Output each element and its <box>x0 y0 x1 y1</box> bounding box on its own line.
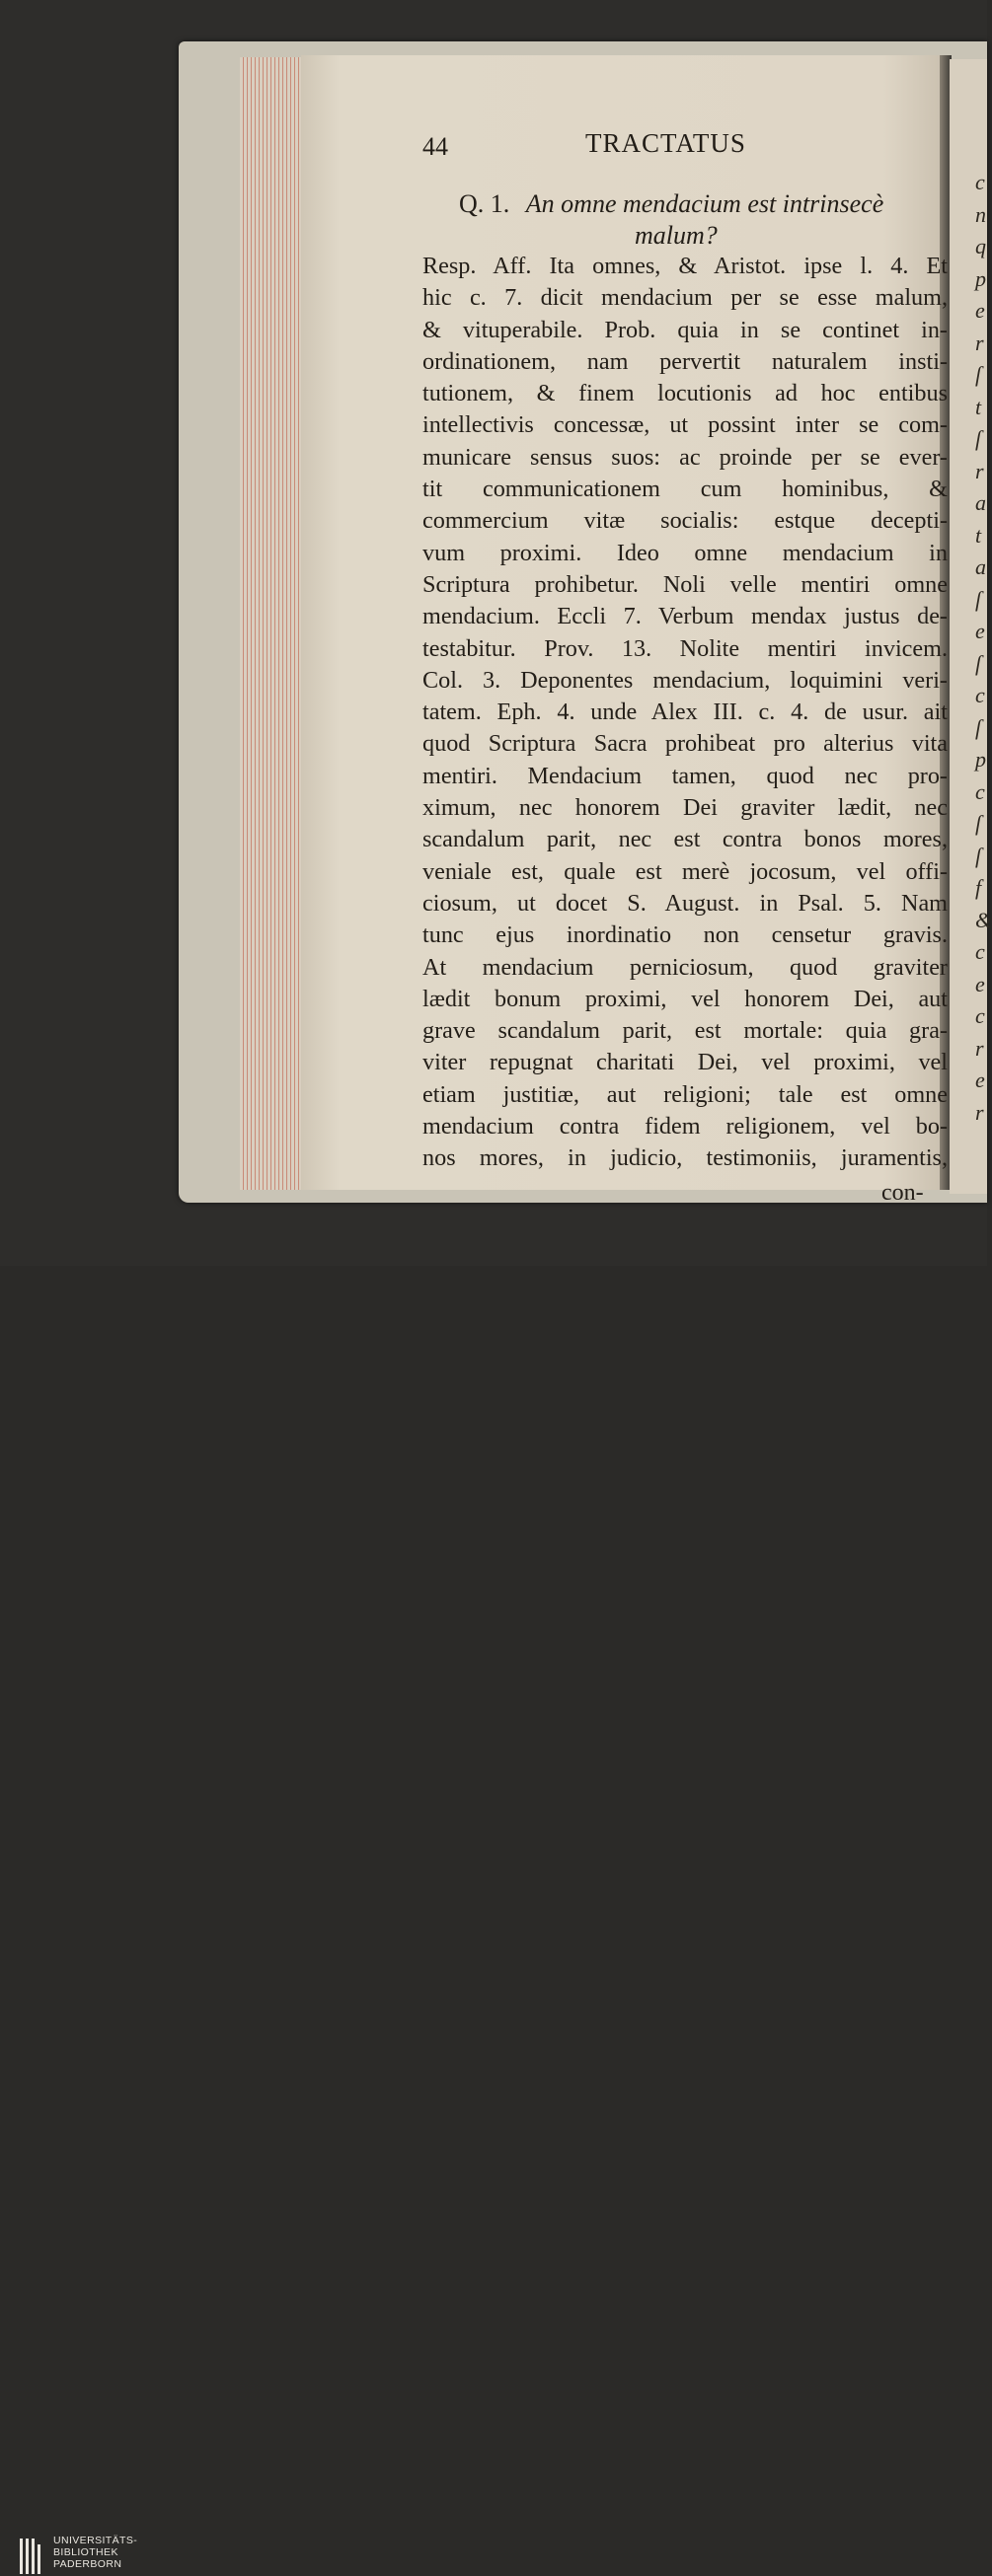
text-line: tunc ejus inordinatio non censetur gravis. <box>422 921 948 949</box>
facing-page-letter: e <box>975 1067 985 1092</box>
text-line: mentiri. Mendacium tamen, quod nec pro- <box>422 762 948 789</box>
text-line: testabitur. Prov. 13. Nolite mentiri invicem. <box>422 634 948 662</box>
facing-page-letter: e <box>975 619 985 643</box>
page-number: 44 <box>422 132 448 161</box>
facing-page-letter: t <box>975 522 982 548</box>
facing-page-letter: c <box>975 170 985 194</box>
text-line: scandalum parit, nec est contra bonos mores, <box>422 826 948 853</box>
footer-bar <box>0 1266 987 2570</box>
text-line: intellectivis concessæ, ut possint inter se com- <box>422 411 948 439</box>
scan-area <box>0 0 992 1266</box>
text-line: quod Scriptura Sacra prohibeat pro alterius vita <box>422 730 948 758</box>
text-line: commercium vitæ socialis: estque decepti- <box>422 507 948 535</box>
question-title-line-1: An omne mendacium est intrinsecè <box>525 189 884 218</box>
library-name-line-2: BIBLIOTHEK <box>53 2546 118 2558</box>
text-line: veniale est, quale est merè jocosum, vel offi- <box>422 857 948 885</box>
facing-page-letter: e <box>975 971 985 996</box>
question-label: Q. 1. <box>459 189 510 218</box>
text-line: municare sensus suos: ac proinde per se ever- <box>422 443 948 471</box>
text-line: tit communicationem cum hominibus, & <box>422 476 948 503</box>
facing-page-letter: c <box>975 1003 985 1028</box>
facing-page-letter: ſ <box>975 586 982 612</box>
text-line: Resp. Aff. Ita omnes, & Aristot. ipse l. 4. Et <box>422 253 948 279</box>
facing-page-letter: r <box>975 458 984 483</box>
text-line: mendacium. Eccli 7. Verbum mendax justus de- <box>422 603 948 630</box>
facing-page-letter: r <box>975 1035 984 1061</box>
facing-page-letter: p <box>975 747 986 772</box>
catchword: con- <box>881 1180 924 1206</box>
text-line: ximum, nec honorem Dei graviter lædit, nec <box>422 794 948 822</box>
facing-page-letter: a <box>975 490 986 515</box>
facing-page-letter: c <box>975 939 985 964</box>
facing-page-letter: r <box>975 1099 984 1125</box>
facing-page-letter: ſ <box>975 843 982 868</box>
question-heading <box>459 189 883 219</box>
text-line: hic c. 7. dicit mendacium per se esse malum, <box>422 284 948 312</box>
facing-page-letter: e <box>975 298 985 323</box>
text-line: At mendacium perniciosum, quod graviter <box>422 953 948 981</box>
text-line: Col. 3. Deponentes mendacium, loquimini veri- <box>422 666 948 694</box>
library-name <box>53 2535 137 2570</box>
body-text <box>422 251 948 1175</box>
library-name-line-3: PADERBORN <box>53 2558 122 2570</box>
facing-page-letter: ſ <box>975 426 982 451</box>
library-name-line-1: UNIVERSITÄTS- <box>53 2535 138 2546</box>
text-line: viter repugnat charitati Dei, vel proximi, vel <box>422 1049 948 1076</box>
facing-page-letter: a <box>975 554 986 579</box>
facing-page-letter: p <box>975 265 986 291</box>
text-line: ciosum, ut docet S. August. in Psal. 5. Nam <box>422 889 948 917</box>
text-line: etiam justitiæ, aut religioni; tale est omne <box>422 1080 948 1108</box>
facing-page-letter: n <box>975 201 986 227</box>
facing-page-letter: ſ <box>975 811 982 836</box>
facing-page-letter: f <box>975 875 982 900</box>
page-edges <box>240 57 305 1190</box>
facing-page-letter: t <box>975 394 982 419</box>
text-line: nos mores, in judicio, testimoniis, juramentis, <box>422 1144 948 1172</box>
facing-page-letter: & <box>975 907 992 932</box>
text-line: vum proximi. Ideo omne mendacium in <box>422 539 948 566</box>
facing-page-letter: r <box>975 330 984 355</box>
question-title-line-2: malum? <box>635 221 718 250</box>
facing-page-letter: c <box>975 683 985 707</box>
text-line: & vituperabile. Prob. quia in se continet in- <box>422 316 948 343</box>
facing-page-letter: ſ <box>975 650 982 676</box>
text-line: Scriptura prohibetur. Noli velle mentiri omne <box>422 570 948 598</box>
facing-page-letter: c <box>975 778 985 804</box>
facing-page-letter: ſ <box>975 362 982 387</box>
facing-page-letter: ſ <box>975 714 982 740</box>
text-line: lædit bonum proximi, vel honorem Dei, aut <box>422 985 948 1012</box>
facing-page-letter: q <box>975 234 986 258</box>
library-logo-icon <box>18 2537 45 2576</box>
text-line: mendacium contra fidem religionem, vel bo- <box>422 1113 948 1141</box>
running-title: TRACTATUS <box>585 128 746 158</box>
text-line: grave scandalum parit, est mortale: quia gra- <box>422 1017 948 1045</box>
text-line: tatem. Eph. 4. unde Alex III. c. 4. de usur. ait <box>422 699 948 726</box>
facing-page-fragment <box>950 59 992 1194</box>
text-line: tutionem, & finem locutionis ad hoc entibus <box>422 380 948 407</box>
text-line: ordinationem, nam pervertit naturalem insti- <box>422 347 948 375</box>
